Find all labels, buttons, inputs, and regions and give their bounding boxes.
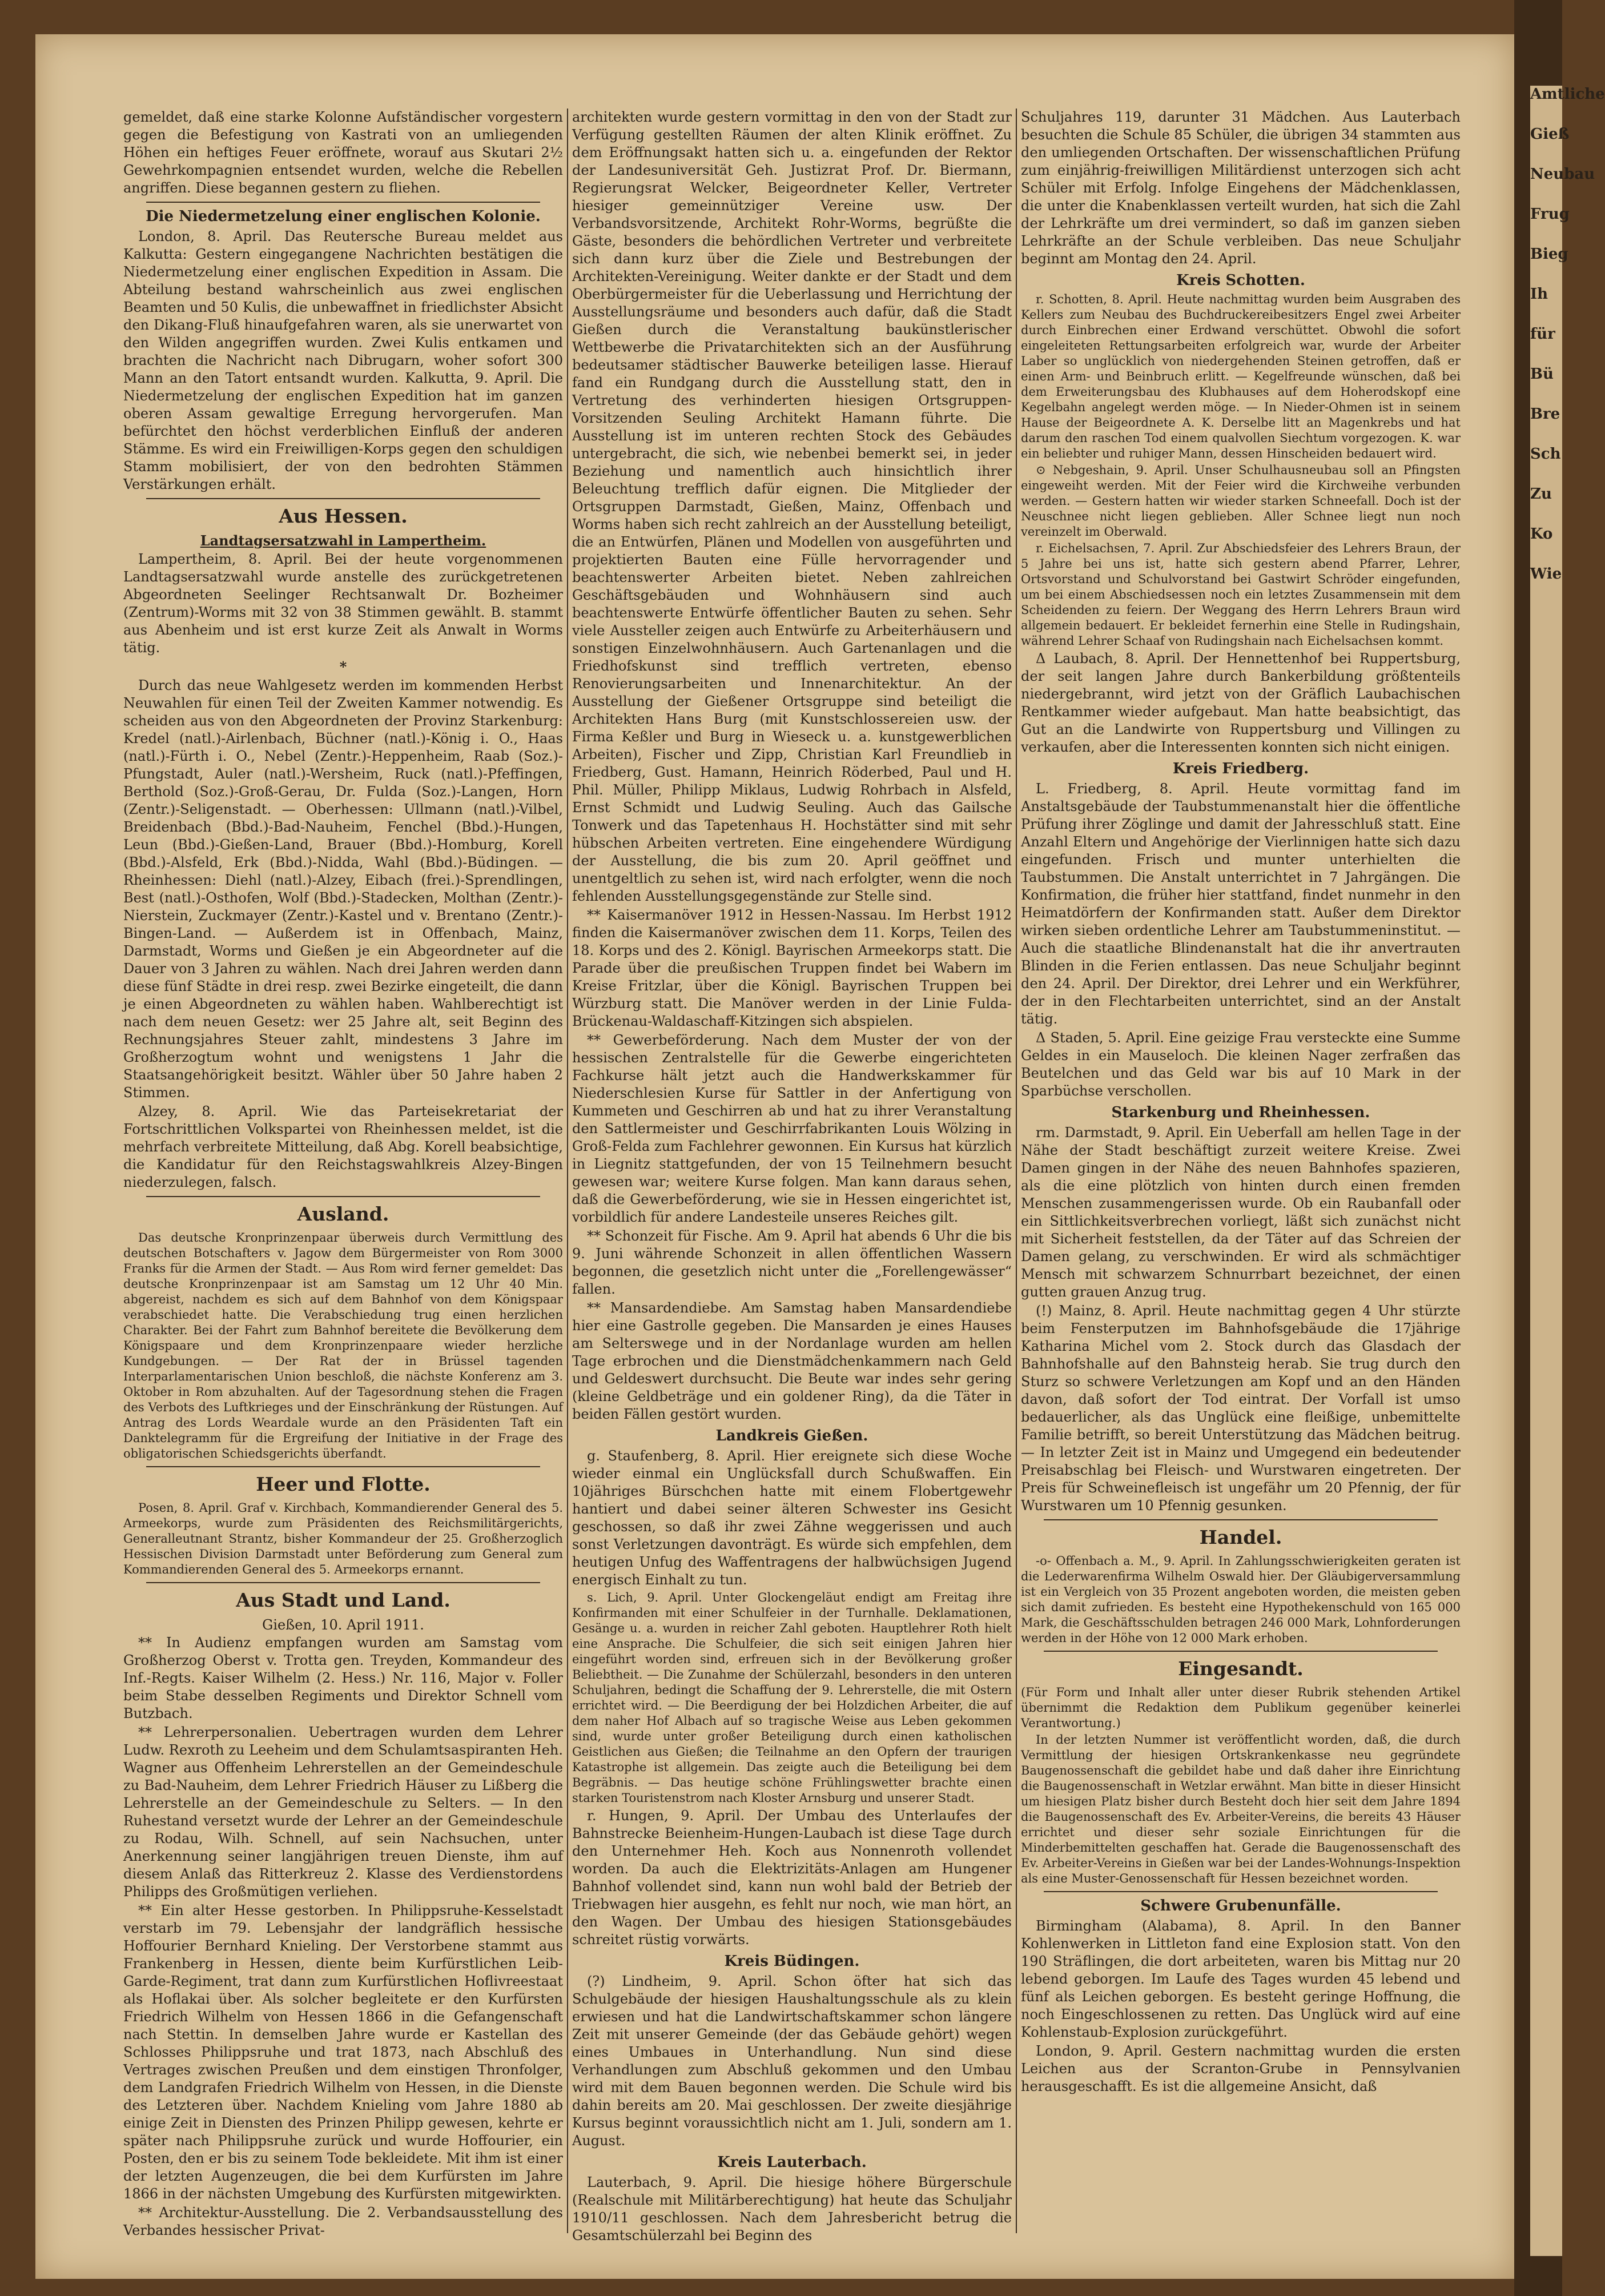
headline-kolonie: Die Niedermetzelung einer englischen Kolonie. [146,208,541,225]
margin-fragment: für [1530,326,1555,343]
article-architektur-cont: architekten wurde gestern vormittag in den von der Stadt zur Verfügung gestellten Räumen der alten Klinik eröffnet. Zu dem Eröffnungsakt hatten sich u. a. eingefunden der Rektor der Landesuniversität Geh. Justizrat Prof. Dr. Biermann, Regierungsrat Welcker, Beigeordneter Keller, Vertreter hiesiger gemeinnütziger Vereine usw. Der Verbandsvorsitzende, Architekt Rohr-Worms, begrüßte die Gäste, besonders die behördlichen Vertreter und verbreitete sich dann kurz über die Ziele und Bestrebungen der Architekten-Vereinigung. Weiter dankte er der Stadt und dem Oberbürgermeister für die Ueberlassung und Herrichtung der Ausstellungsräume und besonders auch dafür, daß die Stadt Gießen durch die Veranstaltung baukünstlerischer Wettbewerbe die Privatarchitekten sich an der Ausführung bedeutsamer städtischer Bauwerke beteiligen lasse. Hierauf fand ein Rundgang durch die Ausstellung statt, den in Vertretung des verhinderten hiesigen Ortsgruppen-Vorsitzenden Seuling Architekt Hamann führte. Die Ausstellung ist im unteren rechten Stock des Gebäudes untergebracht, die sich, wie nebenbei bemerkt sei, in jeder Beziehung und namentlich auch hinsichtlich ihrer Beleuchtung trefflich dafür eignen. Die Mitglieder der Ortsgruppen Darmstadt, Gießen, Mainz, Offenbach und Worms haben sich recht zahlreich an der Ausstellung beteiligt, die an Entwürfen, Plänen und Modellen von ausgeführten und projektierten Bauten eine Fülle hervorragender und beachtenswerter Arbeiten bietet. Neben zahlreichen Geschäftsgebäuden und Wohnhäusern sind auch beachtenswerte Entwürfe öffentlicher Bauten zu sehen. Sehr viele Aussteller zeigen auch Entwürfe zu Arbeiterhäusern und sonstigen Einzelwohnhäusern. Auch Gartenanlagen und die Friedhofskunst sind trefflich vertreten, ebenso Renovierungsarbeiten und Innenarchitektur. An der Ausstellung der Gießener Ortsgruppe sind beteiligt die Architekten Hans Burg (mit Kunstschlossereien usw. der Firma Keßler und Burg in Wieseck u. a. kunstgewerblichen Arbeiten), Fischer und Zipp, Christian Karl Freundlieb in Friedberg, Gust. Hamann, Heinrich Röderbed, Paul und H. Phil. Müller, Philipp Miklaus, Ludwig Rohrbach in Alsfeld, Ernst Schmidt und Ludwig Seuling. Auch das Gailsche Tonwerk und das Tapetenhaus H. Hochstätter sind mit sehr hübschen Arbeiten vertreten. Eine eingehendere Würdigung der Ausstellung, die bis zum 20. April geöffnet und unentgeltlich zu sehen ist, wird nach erfolgter, wenn die noch fehlenden Ausstellungsgegenstände zur Stelle sind. [572,109,1012,904]
article-friedberg: L. Friedberg, 8. April. Heute vormittag fand im Anstaltsgebäude der Taubstummenanstalt hier die öffentliche Prüfung ihrer Zöglinge und damit der Jahresschluß statt. Eine Anzahl Eltern und Angehörige der Vierlinnigen hatte sich dazu eingefunden. Frisch und munter unterhielten die Taubstummen. Die Anstalt unterrichtet in 7 Jahrgängen. Die Konfirmation, die früher hier stattfand, findet nunmehr in den Heimatdörfern der Konfirmanden statt. Außer dem Direktor wirken sieben ordentliche Lehrer am Taubstummeninstitut. — Auch die staatliche Blindenanstalt hat die ihr anvertrauten Blinden in die Ferien entlassen. Das neue Schuljahr beginnt den 24. April. Der Direktor, drei Lehrer und ein Werkführer, der in den Flechtarbeiten unterrichtet, sind an der Anstalt tätig. [1021,781,1461,1027]
article-lauterbach: Lauterbach, 9. April. Die hiesige höhere Bürgerschule (Realschule mit Militärberechtigung) hat heute das Schuljahr 1910/11 geschlossen. Nach dem Jahresbericht betrug die Gesamtschülerzahl bei Beginn des [572,2174,1012,2243]
margin-fragment: Neubau [1530,166,1595,183]
headline-landkreis: Landkreis Gießen. [715,1427,868,1444]
article-intro: gemeldet, daß eine starke Kolonne Aufständischer vorgestern gegen die Befestigung von Kastrati von an umliegenden Höhen ein heftiges Feuer eröffnete, worauf aus Skutari 2½ Gewehrkompagnien entsendet wurden, welche die Rebellen angriffen. Diese begannen gestern zu fliehen. [123,109,563,196]
eingesandt-note: (Für Form und Inhalt aller unter dieser Rubrik stehenden Artikel übernimmt die Redaktion dem Publikum gegenüber keinerlei Verantwortung.) [1021,1685,1461,1730]
divider [1044,1519,1438,1520]
article-birmingham: Birmingham (Alabama), 8. April. In den Banner Kohlenwerken in Littleton fand eine Explosion statt. Von den 190 Sträflingen, die dort arbeiteten, waren bis Mittag nur 20 lebend geborgen. Im Laufe des Tages wurden 45 lebend und fünf als Leichen geborgen. Es besteht geringe Hoffnung, die noch Eingeschlossenen zu retten. Das Unglück wird auf eine Kohlenstaub-Explosion zurückgeführt. [1021,1918,1461,2040]
headline-schotten: Kreis Schotten. [1176,272,1305,289]
margin-fragment: Ih [1530,286,1548,303]
divider [146,1196,540,1197]
article-ausland: Das deutsche Kronprinzenpaar überweis durch Vermittlung des deutschen Botschafters v. Jagow dem Bürgermeister von Rom 3000 Franks für die Armen der Stadt. — Aus Rom wird ferner gemeldet: Das deutsche Kronprinzenpaar ist am Samstag um 12 Uhr 40 Min. abgereist, nachdem es sich auf dem Bahnhof von dem Königspaar verabschiedet hatte. Die Verabschiedung trug einen herzlichen Charakter. Bei der Fahrt zum Bahnhof bereitete die Bevölkerung dem Königspaare und dem Kronprinzenpaare wieder herzliche Kundgebungen. — Der Rat der in Brüssel tagenden Interparlamentarischen Union beschloß, die nächste Konferenz am 3. Oktober in Rom abzuhalten. Auf der Tagesordnung stehen die Fragen des Verbots des Luftkrieges und der Einschränkung der Rüstungen. Auf Antrag des Lords Weardale wurde an den Präsidenten Taft ein Danktelegramm für die Ergreifung der Initiative in der Frage des obligatorischen Schiedsgerichts überfandt. [123,1231,563,1460]
article-mansarden: ** Mansardendiebe. Am Samstag haben Mansardendiebe hier eine Gastrolle gegeben. Die Mansarden je eines Hauses am Selterswege und in der Nordanlage wurden am hellen Tage erbrochen und die Dienstmädchenkammern nach Geld und Geldeswert durchsucht. Die Beute war indes sehr gering (kleine Geldbeträge und ein goldener Ring), da die Täter in beiden Fällen gestört wurden. [572,1300,1012,1422]
article-eingesandt: In der letzten Nummer ist veröffentlicht worden, daß, die durch Vermittlung der hiesigen Ortskrankenkasse neu gegründete Baugenossenschaft die gebildet habe und daß daher ihre Einrichtung die Baugenossenschaft in Wetzlar erwähnt. Man bitte in dieser Hinsicht um hiesigen Platz bisher durch Besteht doch hier seit dem Jahre 1894 die Baugenossenschaft des Ev. Arbeiter-Vereins, die bereits 43 Häuser errichtet und dieser sehr soziale Einrichtungen für die Minderbemittelten geschaffen hat. Gerade die Baugenossenschaft des Ev. Arbeiter-Vereins in Gießen war bei der Landes-Wohnungs-Inspektion als eine Muster-Genossenschaft für Hessen bezeichnet worden. [1021,1733,1461,1885]
article-staufenberg: g. Staufenberg, 8. April. Hier ereignete sich diese Woche wieder einmal ein Unglücksfall durch Schußwaffen. Ein 10jähriges Bürschchen hatte mit einem Flobertgewehr hantiert und dabei seiner älteren Schwester ins Gesicht geschossen, so daß ihr zwei Zähne weggerissen und auch sonst Verletzungen davonträgt. Es würde sich empfehlen, dem heutigen Unfug des Waffentragens der halbwüchsigen Jugend energisch Einhalt zu tun. [572,1448,1012,1588]
article-eichelsachsen: r. Eichelsachsen, 7. April. Zur Abschiedsfeier des Lehrers Braun, der 5 Jahre bei uns ist, hatte sich gestern abend Pfarrer, Lehrer, Ortsvorstand und Schulvorstand bei Gastwirt Schröder eingefunden, um bei einem Abschiedsessen noch ein letztes Zusammensein mit dem Scheidenden zu feiern. Der Weggang des Herrn Lehrers Braun wird allgemein bedauert. Er bekleidet fernerhin eine Stelle in Rudingshain, während Lehrer Schaaf von Rudingshain nach Eichelsachsen kommt. [1021,541,1461,648]
divider [1044,1891,1438,1892]
article-darmstadt: rm. Darmstadt, 9. April. Ein Ueberfall am hellen Tage in der Nähe der Stadt beschäftigt zurzeit weitere Kreise. Zwei Damen gingen in der Nähe des neuen Bahnhofes spazieren, als die eine plötzlich von hinten durch einen fremden Menschen zusammengerissen wurde. Ob ein Raubanfall oder ein Sittlichkeitsverbrechen vorliegt, läßt sich zunächst nicht mit Sicherheit feststellen, da der Täter auf das Schreien der Damen gelang, zu verschwinden. Er wird als schmächtiger Mensch mit schwarzem Schnurrbart bezeichnet, der einen gutten grauen Anzug trug. [1021,1125,1461,1300]
headline-starkenburg: Starkenburg und Rheinhessen. [1111,1104,1370,1121]
section-hessen: Aus Hessen. [279,505,408,527]
adjacent-page-strip [1530,86,1605,2256]
section-stadt: Aus Stadt und Land. [236,1589,450,1611]
column-left [123,109,563,2238]
dateline: Gießen, 10. April 1911. [262,1617,424,1633]
margin-fragment: Ko [1530,525,1553,543]
section-ausland: Ausland. [297,1203,389,1225]
section-heer: Heer und Flotte. [256,1473,431,1495]
article-staden: Δ Staden, 5. April. Eine geizige Frau versteckte eine Summe Geldes in ein Mauseloch. Die kleinen Nager zerfraßen das Beutelchen und das Geld war bis auf 10 Mark in der Sparbüchse verschollen. [1021,1030,1461,1099]
margin-fragment: Frug [1530,206,1570,223]
article-lehrer: ** Lehrerpersonalien. Uebertragen wurden dem Lehrer Ludw. Rexroth zu Leeheim und dem Schulamtsaspiranten Heh. Wagner aus Offenheim Lehrerstellen an der Gemeindeschule zu Bad-Nauheim, dem Lehrer Friedrich Häuser zu Lißberg die Lehrerstelle an der Gemeindeschule zu Selters. — In den Ruhestand versetzt wurde der Lehrer an der Gemeindeschule zu Rodau, Wilh. Schnell, auf sein Nachsuchen, unter Anerkennung seiner langjährigen treuen Dienste, ihm auf diesem Anlaß das Ritterkreuz 2. Klasse des Verdienstordens Philipps des Großmütigen verliehen. [123,1724,563,1900]
article-kaisermanoever: ** Kaisermanöver 1912 in Hessen-Nassau. Im Herbst 1912 finden die Kaisermanöver zwischen dem 11. Korps, Teilen des 18. Korps und des 2. Königl. Bayrischen Armeekorps statt. Die Parade über die preußischen Truppen findet bei Wabern im Kreise Fritzlar, über die Königl. Bayrischen Truppen bei Würzburg statt. Die Manöver werden in der Linie Fulda-Brückenau-Waldaschaff-Kitzingen sich abspielen. [572,907,1012,1029]
column-rule [567,109,568,2233]
article-wahlgesetz: Durch das neue Wahlgesetz werden im kommenden Herbst Neuwahlen für einen Teil der Zweiten Kammer notwendig. Es scheiden aus von den Abgeordneten der Provinz Starkenburg: Kredel (natl.)-Airlenbach, Büchner (natl.)-König i. O., Haas (natl.)-Fürth i. O., Nebel (Zentr.)-Heppenheim, Raab (Soz.)-Pfungstadt, Auler (natl.)-Wersheim, Ruck (natl.)-Pfeffingen, Berthold (Soz.)-Groß-Gerau, Dr. Fulda (Soz.)-Langen, Horn (Zentr.)-Seligenstadt. — Oberhessen: Ullmann (natl.)-Vilbel, Breidenbach (Bbd.)-Bad-Nauheim, Fenchel (Bbd.)-Hungen, Leun (Bbd.)-Gießen-Land, Brauer (Bbd.)-Homburg, Korell (Bbd.)-Alsfeld, Erk (Bbd.)-Nidda, Wahl (Bbd.)-Büdingen. — Rheinhessen: Diehl (natl.)-Alzey, Eibach (frei.)-Sprendlingen, Best (natl.)-Osthofen, Wolf (Bbd.)-Stadecken, Molthan (Zentr.)-Nierstein, Zuckmayer (Zentr.)-Kastel und v. Brentano (Zentr.)-Bingen-Land. — Außerdem ist in Offenbach, Mainz, Darmstadt, Worms und Gießen je ein Abgeordneter auf die Dauer von 3 Jahren zu wählen. Nach drei Jahren werden dann diese fünf Städte in drei resp. zwei Bezirke eingeteilt, die dann je einen Abgeordneten zu wählen haben. Wahlberechtigt ist nach dem neuen Gesetz: wer 25 Jahre alt, seit Beginn des Rechnungsjahres Steuer zahlt, mindestens 3 Jahre im Großherzogtum wohnt und wenigstens 1 Jahr die Staatsangehörigkeit besitzt. Wähler über 50 Jahre haben 2 Stimmen. [123,677,563,1101]
divider [1044,1651,1438,1652]
article-nebgeshain: ⊙ Nebgeshain, 9. April. Unser Schulhausneubau soll an Pfingsten eingeweiht werden. Mit der Feier wird die Kirchweihe verbunden werden. — Gestern hatten wir wieder starken Schneefall. Doch ist der Neuschnee nicht liegen geblieben. Aller Schnee liegt nun noch vereinzelt im Oberwald. [1021,463,1461,539]
article-london: London, 9. April. Gestern nachmittag wurden die ersten Leichen aus der Scranton-Grube in Pennsylvanien herausgeschafft. Es ist die allgemeine Ansicht, daß [1021,2043,1461,2094]
headline-gruben: Schwere Grubenunfälle. [1140,1897,1341,1914]
article-alzey: Alzey, 8. April. Wie das Parteisekretariat der Fortschrittlichen Volkspartei von Rheinhessen meldet, ist die mehrfach verbreitete Mitteilung, daß Abg. Korell beabsichtige, die Kandidatur für den Reichstagswahlkreis Alzey-Bingen niederzulegen, falsch. [123,1103,563,1190]
article-lampertheim: Lampertheim, 8. April. Bei der heute vorgenommenen Landtagsersatzwahl wurde anstelle des zurückgetretenen Abgeordneten Seelinger Rechtsanwalt Dr. Bozheimer (Zentrum)-Worms mit 32 von 38 Stimmen gewählt. B. stammt aus Abenheim und ist erst kurze Zeit als Anwalt in Worms tätig. [123,551,563,656]
margin-fragment: Gieß [1530,126,1570,143]
article-lich: s. Lich, 9. April. Unter Glockengeläut endigt am Freitag ihre Konfirmanden mit einer Schulfeier in der Turnhalle. Deklamationen, Gesänge u. a. wurden in reicher Zahl geboten. Hauptlehrer Roth hielt eine Ansprache. Die Schulfeier, die sich seit einigen Jahren hier eingeführt worden sind, erfreuen sich in der Bevölkerung großer Beliebtheit. — Die Zunahme der Schülerzahl, besonders in den unteren Schuljahren, bedingt die Schaffung der 9. Lehrerstelle, die mit Ostern errichtet wird. — Die Beerdigung der bei Holzdichen Arbeiter, die auf dem naher Hof Albach auf so tragische Weise aus Leben gekommen sind, wurde unter großer Beteiligung durch einen katholischen Geistlichen aus Gießen; die Teilnahme an den Opfern der traurigen Katastrophe ist allgemein. Das zeigte auch die Beteiligung bei dem Begräbnis. — Das heutige schöne Frühlingswetter brachte einen starken Touristenstrom nach Kloster Arnsburg und unserer Stadt. [572,1591,1012,1805]
margin-fragment: Bieg [1530,246,1568,263]
article-hungen: r. Hungen, 9. April. Der Umbau des Unterlaufes der Bahnstrecke Beienheim-Hungen-Laubach ist diese Tage durch den Unternehmer Heh. Koch aus Nonnenroth vollendet worden. Da auch die Elektrizitäts-Anlagen am Hungener Bahnhof vollendet sind, kann nun wohl bald der Betrieb der Triebwagen hier ausgehn, es fehlt nur noch, wie man hört, an den Wagen. Der Umbau des hiesigen Stationsgebäudes schreitet rüstig vorwärts. [572,1808,1012,1948]
section-eingesandt: Eingesandt. [1178,1657,1304,1680]
section-handel: Handel. [1199,1526,1282,1548]
divider [146,498,540,499]
margin-fragment: Zu [1530,485,1552,503]
headline-friedberg: Kreis Friedberg. [1172,760,1309,777]
divider [146,1466,540,1467]
article-audienz: ** In Audienz empfangen wurden am Samstag vom Großherzog Oberst v. Trotta gen. Treyden, Kommandeur des Inf.-Regts. Kaiser Wilhelm (2. Hess.) Nr. 116, Major v. Foller beim Stabe desselben Regiments und Direktor Schnell vom Butzbach. [123,1635,563,1721]
divider [146,202,540,203]
margin-fragment: Amtliche [1530,86,1605,103]
headline-lauterbach: Kreis Lauterbach. [717,2154,867,2171]
headline-landtag: Landtagsersatzwahl in Lampertheim. [200,532,486,549]
column-right [1021,109,1461,2233]
article-laubach: Δ Laubach, 8. April. Der Hennettenhof bei Ruppertsburg, der seit langen Jahre durch Bankerbildung größtenteils niedergebrannt, wird jetzt von der Gräflich Laubachischen Rentkammer wieder aufgebaut. Man hatte beabsichtigt, das Gut an die Landwirte von Ruppertsburg und Villingen zu verkaufen, aber die Interessenten konnten sich nicht einigen. [1021,651,1461,755]
margin-fragment: Bre [1530,406,1560,423]
headline-buedingen: Kreis Büdingen. [724,1953,860,1970]
article-lindheim: (?) Lindheim, 9. April. Schon öfter hat sich das Schulgebäude der hiesigen Haushaltungsschule als zu klein erwiesen und hat die Landwirtschaftskammer schon längere Zeit mit unserer Gemeinde (der das Gebäude gehört) wegen eines Umbaues in Unterhandlung. Nun sind diese Verhandlungen zum Abschluß gekommen und den Umbau wird mit dem Bauen begonnen werden. Die Schule wird bis dahin bereits am 20. Mai geschlossen. Der zweite diesjährige Kursus beginnt voraussichtlich nicht am 1. Juli, sondern am 1. August. [572,1973,1012,2149]
article-mainz: (!) Mainz, 8. April. Heute nachmittag gegen 4 Uhr stürzte beim Fensterputzen im Bahnhofsgebäude die 17jährige Katharina Michel vom 2. Stock durch das Glasdach der Bahnhofshalle auf den Bahnsteig herab. Sie trug durch den Sturz so schwere Verletzungen am Kopf und an den Händen davon, daß sofort der Tod eintrat. Der Vorfall ist umso bedauerlicher, als das Unglück eine fleißige, unbemittelte Familie betrifft, so bereit Unterstützung das Mädchen beitrug. — In letzter Zeit ist in Mainz und Umgegend ein bedeutender Preisabschlag bei Fleisch- und Wurstwaren eingetreten. Der Preis für Schweinefleisch ist ungefähr um 20 Pfennig, der für Wurstwaren um 10 Pfennig gesunken. [1021,1303,1461,1514]
article-schotten: r. Schotten, 8. April. Heute nachmittag wurden beim Ausgraben des Kellers zum Neubau des Buchdruckereibesitzers Engel zwei Arbeiter durch Einbrechen einer Erdwand verschüttet. Obwohl die sofort eingeleiteten Rettungsarbeiten erfolgreich war, wurde der Arbeiter Laber so unglücklich von niedergehenden Steinen getroffen, daß er einen Arm- und Beinbruch erlitt. — Kegelfreunde wünschen, daß bei dem Erweiterungsbau des Klubhauses auf dem Hoherodskopf eine Kegelbahn angelegt werden möge. — In Nieder-Ohmen ist in seinem Hause der Beigeordnete A. K. Derselbe litt an Magenkrebs und hat darum den raschen Tod einem qualvollen Siechtum vorgezogen. K. war ein beliebter und ruhiger Mann, dessen Hinscheiden bedauert wird. [1021,292,1461,460]
margin-fragment: Wie [1530,565,1562,583]
divider [146,1582,540,1583]
column-rule [1016,109,1017,2233]
column-middle [572,109,1012,2243]
article-architektur: ** Architektur-Ausstellung. Die 2. Verbandsausstellung des Verbandes hessischer Privat- [123,2205,563,2238]
article-handel: -o- Offenbach a. M., 9. April. In Zahlungsschwierigkeiten geraten ist die Lederwarenfirma Wilhelm Oswald hier. Der Gläubigerversammlung ist ein Vergleich von 35 Prozent angeboten worden, die meisten geben sich damit zufrieden. Es besteht eine Hypothekenschuld von 165 000 Mark, die Geschäftsschulden betragen 246 000 Mark, Lohnforderungen werden in der Höhe von 12 000 Mark erhoben. [1021,1554,1461,1645]
article-schonzeit: ** Schonzeit für Fische. Am 9. April hat abends 6 Uhr die bis 9. Juni währende Schonzeit in allen öffentlichen Wassern begonnen, die gesetzlich nicht unter die „Forellengewässer“ fallen. [572,1228,1012,1297]
article-heer: Posen, 8. April. Graf v. Kirchbach, Kommandierender General des 5. Armeekorps, wurde zum Präsidenten des Reichsmilitärgerichts, Generalleutnant Strantz, bisher Kommandeur der 25. Großherzoglich Hessischen Division Darmstadt unter Beförderung zum General zum Kommandierenden General des 5. Armeekorps ernannt. [123,1501,563,1576]
article-lauterbach-cont: Schuljahres 119, darunter 31 Mädchen. Aus Lauterbach besuchten die Schule 85 Schüler, die übrigen 34 stammten aus den umliegenden Ortschaften. Der wissenschaftlichen Prüfung zum einjährig-freiwilligen Militärdienst unterzogen sich acht Schüler mit Erfolg. Infolge Eingehens der Mädchenklassen, die unter die Knabenklassen verteilt wurden, hat sich die Zahl der Lehrkräfte um drei vermindert, so daß im ganzen sieben Lehrkräfte an der Schule verbleiben. Das neue Schuljahr beginnt am Montag den 24. April. [1021,109,1461,267]
article-einalter: ** Ein alter Hesse gestorben. In Philippsruhe-Kesselstadt verstarb im 79. Lebensjahr der landgräflich hessische Hoffourier Bernhard Knieling. Der Verstorbene stammt aus Frankenberg in Hessen, diente beim Kurfürstlichen Leib-Garde-Regiment, trat dann zum Kurfürstlichen Hoflivreestaat als Hoflakai über. Als solcher begleitete er den Kurfürsten Friedrich Wilhelm von Hessen 1866 in die Gefangenschaft nach Stettin. In demselben Jahre wurde er Kastellan des Schlosses Philippsruhe und trat 1873, nach Abschluß des Vertrages zwischen Preußen und dem einstigen Thronfolger, dem Landgrafen Friedrich Wilhelm von Hessen, in die Dienste des Letzteren über. Nachdem Knieling vom Jahre 1880 ab einige Zeit in Diensten des Prinzen Philipp gewesen, kehrte er später nach Philippsruhe zurück und wurde Hoffourier, ein Posten, den er bis zu seinem Tode bekleidete. Mit ihm ist einer der letzten Augenzeugen, die bei dem Kurfürsten im Jahre 1866 in der nächsten Umgebung des Kurfürsten mitgewirkten. [123,1902,563,2202]
article-kolonie: London, 8. April. Das Reutersche Bureau meldet aus Kalkutta: Gestern eingegangene Nachrichten bestätigen die Niedermetzelung einer englischen Expedition in Assam. Die Abteilung bestand wahrscheinlich aus zwei englischen Beamten und 50 Kulis, die unbewaffnet in friedlichster Absicht den Dikang-Fluß hinaufgefahren waren, als sie unerwartet von den Wilden angegriffen wurden. Zwei Kulis entkamen und brachten die Nachricht nach Dibrugarn, woher sofort 300 Mann an den Tatort entsandt wurden. Kalkutta, 9. April. Die Niedermetzelung der englischen Expedition hat im ganzen oberen Assam gewaltige Erregung hervorgerufen. Man befürchtet den höchst verderblichen Einfluß der anderen Stämme. Es wird ein Freiwilligen-Korps gegen den schuldigen Stamm mobilisiert, der von den bedrohten Stämmen Verstärkungen erhält. [123,228,563,492]
margin-fragment: Sch [1530,445,1561,463]
separator-star: * [339,659,347,675]
margin-fragment: Bü [1530,366,1554,383]
article-gewerbe: ** Gewerbeförderung. Nach dem Muster der von der hessischen Zentralstelle für die Gewerbe eingerichteten Fachkurse hält jetzt auch die Handwerkskammer für Niederschlesien Kurse für Sattler in der Anfertigung von Kummeten und Geschirren ab und hat zu ihrer Veranstaltung den Sattlermeister und Geschirrfabrikanten Louis Wölzing in Groß-Felda zum Fachlehrer gewonnen. Ein Kursus hat kürzlich in Liegnitz stattgefunden, der von 15 Teilnehmern besucht gewesen war; weitere Kurse folgen. Man kann daraus sehen, daß die Gewerbeförderung, wie sie in Hessen eingerichtet ist, vorbildlich für andere Landesteile unseres Reiches gilt. [572,1032,1012,1225]
